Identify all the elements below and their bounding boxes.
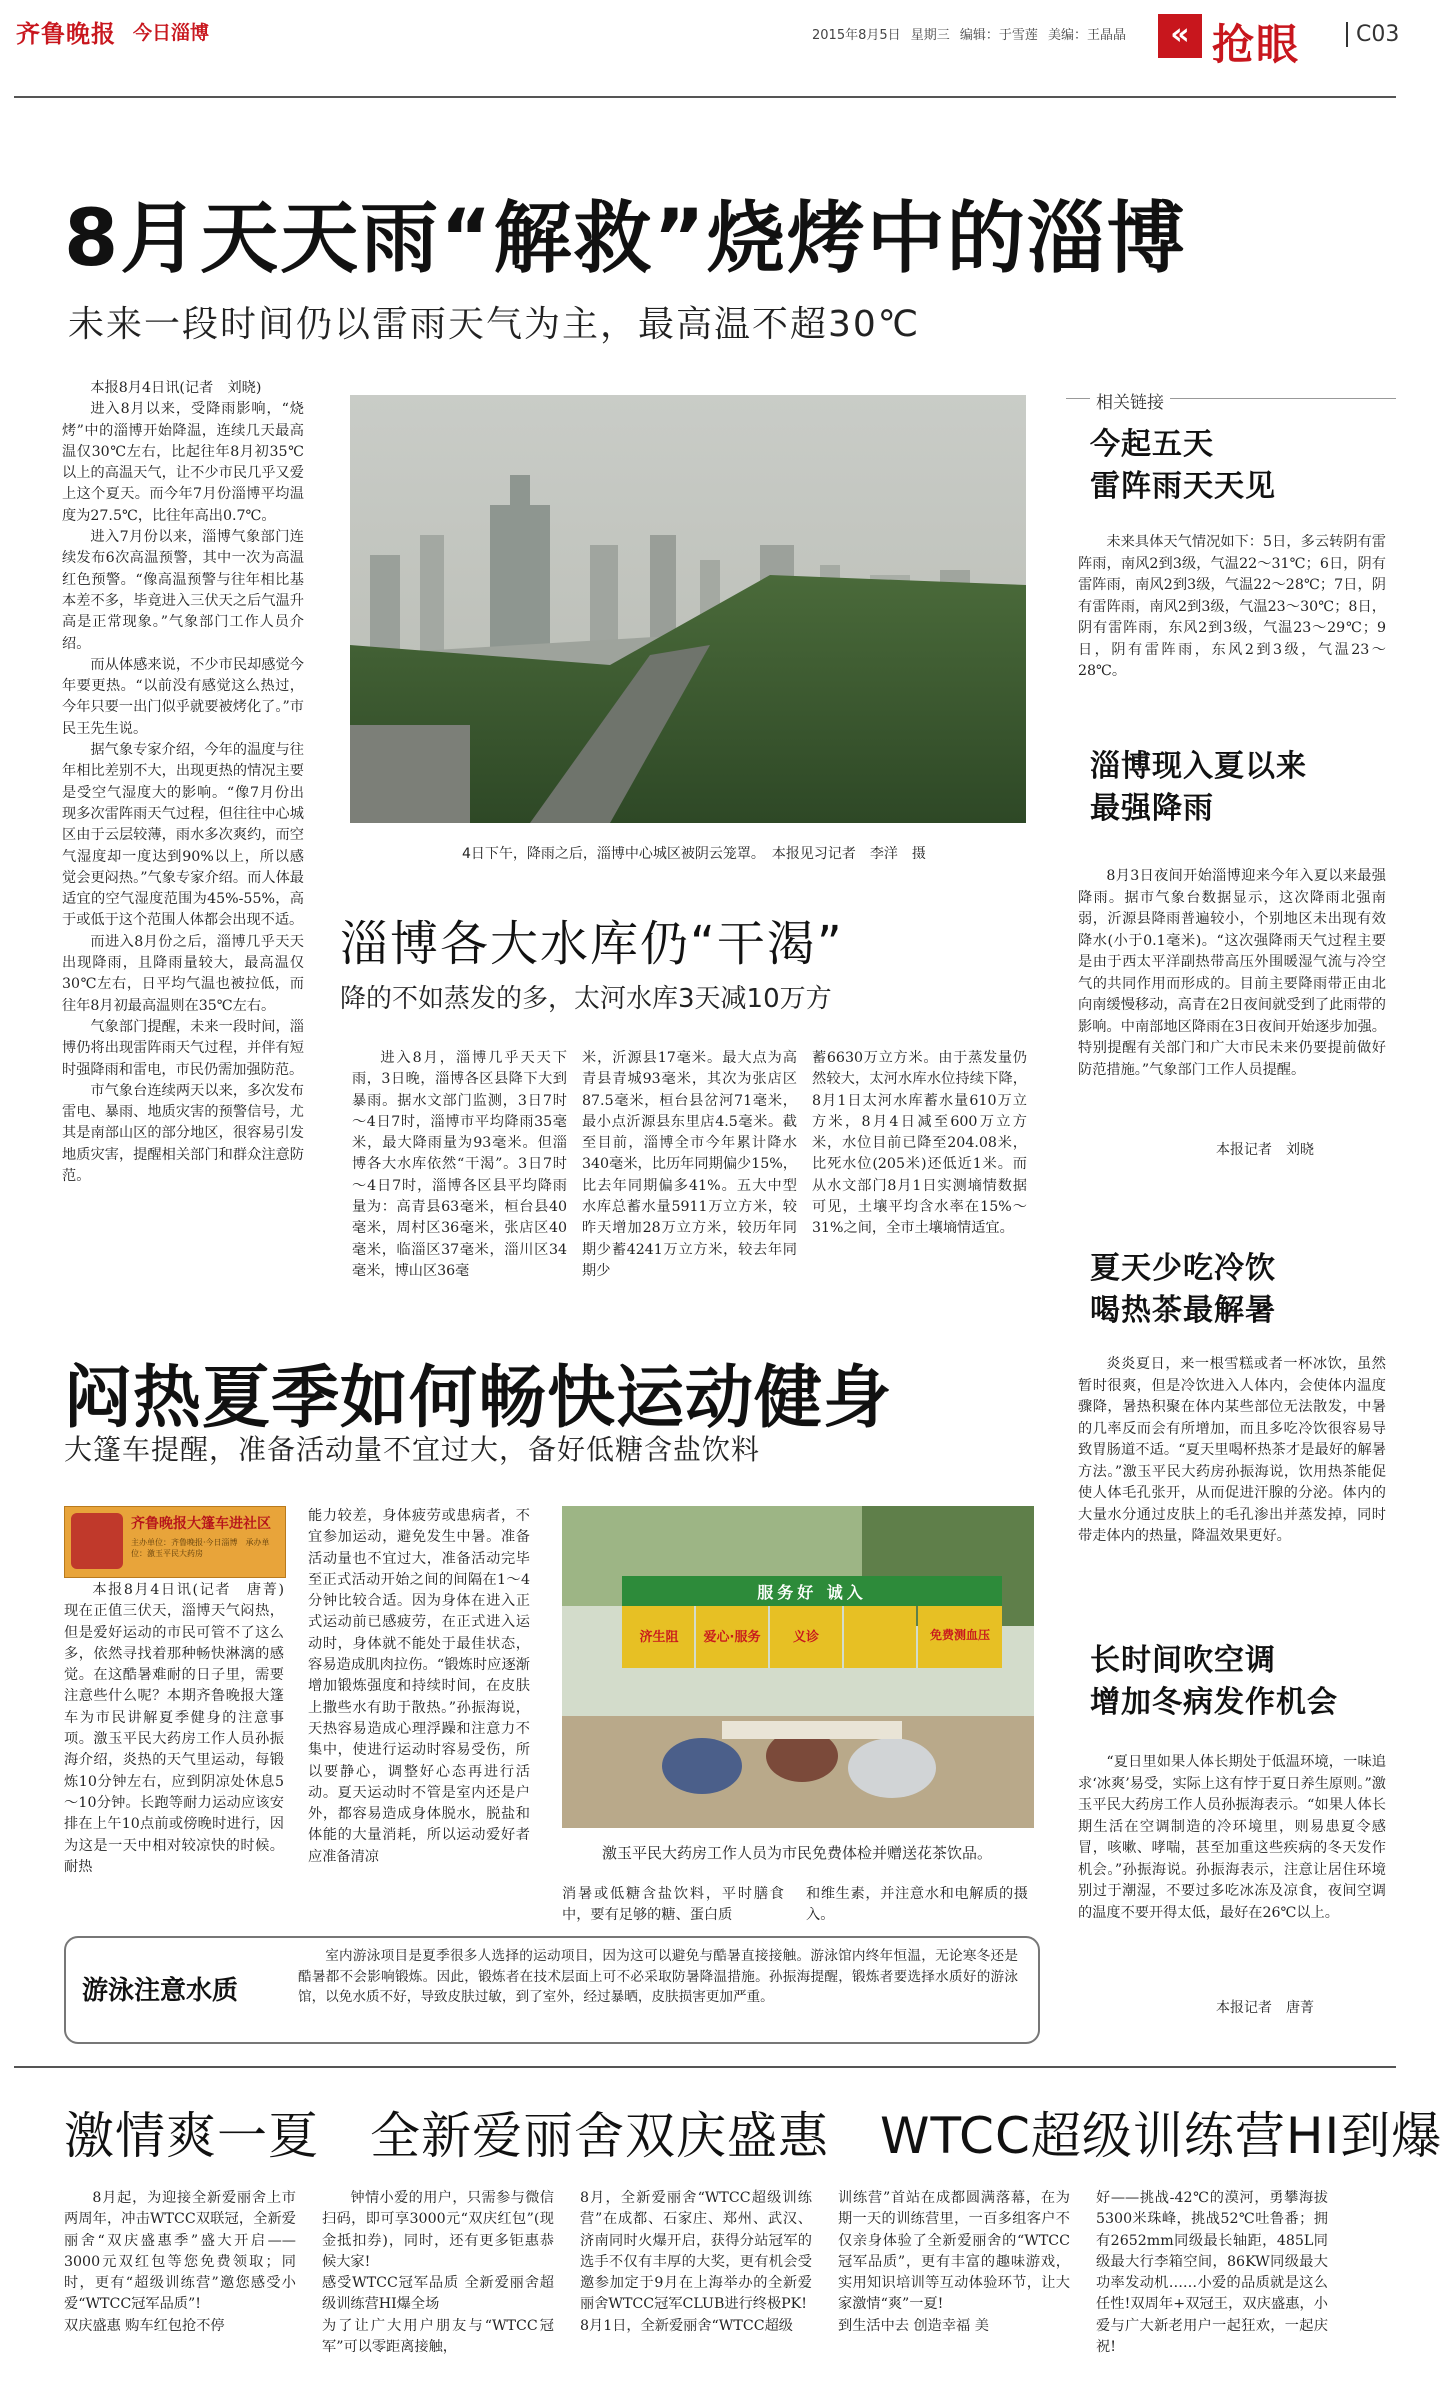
sidebar-text: 炎炎夏日，来一根雪糕或者一杯冰饮，虽然暂时很爽，但是冷饮进入人体内，会使体内温度骤降，暑热积聚在体内某些部位无法散发，中暑的几率反而会有所增加，而且多吃冷饮很容易导致胃肠道不适。“夏天里喝杯热茶才是最好的解暑方法。”激玉平民大药房孙振海说，饮用热茶能促使人体毛孔张开，从而促进汗腺的分泌。体内的大量水分通过皮肤上的毛孔渗出并蒸发掉，同时带走体内的热量，降温效果更好。	[1078, 1356, 1386, 1544]
column-title: 抢眼	[1212, 20, 1301, 69]
lead-paragraph: 据气象专家介绍，今年的温度与往年相比差别不大，出现更热的情况主要是受空气湿度大的影响。“像7月份出现多次雷阵雨天气过程，但往往中心城区由于云层较薄，雨水多次爽约，而空气湿度却一度达到90%以上，所以感觉会更闷热。”气象专家介绍。而人体最适宜的空气湿度范围为45%-55%，高于或低于这个范围人体都会出现不适。	[62, 742, 304, 929]
caravan-logo-box	[64, 1506, 286, 1578]
lead-paragraph: 而从体感来说，不少市民却感觉今年要更热。“以前没有感觉这么热过，今年只要一出门似乎就要被烤化了。”市民王先生说。	[62, 656, 304, 737]
sports-col-3	[562, 1884, 784, 1928]
sidebar-item-title: 长时间吹空调 增加冬病发作机会	[1090, 1643, 1338, 1720]
caravan-van-icon	[71, 1513, 123, 1569]
lead-body	[62, 378, 304, 1343]
ad-top-rule	[14, 2066, 1396, 2068]
lead-paragraph: 市气象台连续两天以来，多次发布雷电、暴雨、地质灾害的预警信号，尤其是南部山区的部分地区，很容易引发地质灾害，提醒相关部门和群众注意防范。	[62, 1082, 304, 1184]
ad-col-3	[580, 2188, 812, 2372]
column-badge-icon: «	[1158, 14, 1202, 58]
sports-text: 本报8月4日讯(记者 唐菁) 现在正值三伏天，淄博天气闷热，但是爱好运动的市民可管不了这么多，依然寻找着那种畅快淋漓的感觉。在这酷暑难耐的日子里，需要注意些什么呢？本期齐鲁晚报大篷车为市民讲解夏季健身的注意事项。激玉平民大药房工作人员孙振海介绍，炎热的天气里运动，每锻炼10分钟左右，应到阴凉处休息5～10分钟。长跑等耐力运动应该安排在上午10点前或傍晚时进行，因为这是一天中相对较凉快的时候。耐热	[64, 1582, 299, 1875]
swim-body	[298, 1946, 1018, 2008]
page-number: C03	[1346, 22, 1399, 47]
reservoir-text: 进入8月，淄博几乎天天下雨，3日晚，淄博各区县降下大到暴雨。据水文部门监测，3日7时～4日7时，淄博市平均降雨35毫米，最大降雨量为93毫米。但淄博各大水库依然“干渴”。3日7时～4日7时，淄博各区县平均降雨量为：高青县63毫米，桓台县40毫米，周村区36毫米，张店区40毫米，临淄区37毫米，淄川区34毫米，博山区36毫	[352, 1050, 567, 1279]
tent-sign: 爱心·服务	[703, 1630, 761, 1645]
sports-text: 和维生素，并注意水和电解质的摄入。	[806, 1886, 1028, 1924]
lead-paragraph: 进入7月份以来，淄博气象部门连续发布6次高温预警，其中一次为高温红色预警。“像高温预警与往年相比基本差不多，毕竟进入三伏天之后气温升高是正常现象。”气象部门工作人员介绍。	[62, 529, 304, 652]
sidebar-text: 未来具体天气情况如下：5日，多云转阴有雷阵雨，南风2到3级，气温22～31℃；6日，阴有雷阵雨，南风2到3级，气温22～28℃；7日，阴有雷阵雨，南风2到3级，气温23～30℃；8日，阴有雷阵雨，东风2到3级，气温23～29℃；9日，阴有雷阵雨，东风2到3级，气温23～28℃。	[1078, 534, 1386, 679]
related-label: 相关链接	[1090, 388, 1170, 413]
tent-sign: 义诊	[792, 1630, 819, 1645]
sidebar-item-body	[1078, 532, 1386, 683]
lead-paragraph: 气象部门提醒，未来一段时间，淄博仍将出现雷阵雨天气过程，并伴有短时强降雨和雷电，市民仍需加强防范。	[62, 1018, 304, 1078]
reservoir-col-1	[352, 1048, 567, 1346]
ad-text: 8月起，为迎接全新爱丽舍上市两周年，冲击WTCC双联冠，全新爱丽舍“双庆盛惠季”盛大开启——3000元双红包等您免费领取；同时，更有“超级训练营”邀您感受小爱“WTCC冠军品质”! 双庆盛惠 购车红包抢不停	[64, 2190, 296, 2334]
ad-text: 钟情小爱的用户，只需参与微信扫码，即可享3000元“双庆红包”(现金抵扣券)，同时，还有更多钜惠恭候大家! 感受WTCC冠军品质 全新爱丽舍超级训练营HI爆全场 为了让广大用户朋友与“WTCC冠军”可以零距离接触，	[322, 2190, 554, 2356]
sidebar-byline: 本报记者 唐菁	[1216, 2000, 1314, 2016]
ad-col-2	[322, 2188, 554, 2372]
ad-col-5	[1096, 2188, 1328, 2372]
sports-subhead: 大篷车提醒，准备活动量不宜过大，备好低糖含盐饮料	[64, 1433, 761, 1466]
ad-text: 好——挑战-42℃的漠河，勇攀海拔5300米珠峰，挑战52℃吐鲁番；拥有2652mm同级最长轴距，485L同级最大行李箱空间，86KW同级最大功率发动机……小爱的品质就是这么任性!双周年+双冠王，双庆盛惠，小爱与广大新老用户一起狂欢，一起庆祝!	[1096, 2190, 1328, 2356]
sidebar-byline: 本报记者 刘晓	[1216, 1142, 1314, 1158]
sidebar-item-body	[1078, 1752, 1386, 2004]
event-illustration	[562, 1506, 1034, 1828]
swim-text: 室内游泳项目是夏季很多人选择的运动项目，因为这可以避免与酷暑直接接触。游泳馆内终年恒温，无论寒冬还是酷暑都不会影响锻炼。因此，锻炼者在技术层面上可不必采取防暑降温措施。孙振海提醒，锻炼者要选择水质好的游泳馆，以免水质不好，导致皮肤过敏，到了室外，经过暴晒，皮肤损害更加严重。	[298, 1948, 1018, 2005]
lead-subhead: 未来一段时间仍以雷雨天气为主，最高温不超30℃	[68, 304, 921, 345]
reservoir-col-2	[582, 1048, 797, 1346]
section-name: 今日淄博	[133, 22, 210, 44]
lead-headline: 8月天天雨“解救”烧烤中的淄博	[64, 194, 1187, 284]
sports-col-4	[806, 1884, 1028, 1928]
newspaper-logo: 齐鲁晚报	[16, 19, 116, 48]
reservoir-col-3	[812, 1048, 1027, 1346]
ad-col-1	[64, 2188, 296, 2372]
caravan-logo-title: 齐鲁晚报大篷车进社区	[131, 1516, 271, 1532]
tent-sign: 济生阻	[639, 1630, 679, 1645]
sidebar-text: 8月3日夜间开始淄博迎来今年入夏以来最强降雨。据市气象台数据显示，这次降雨北强南弱，沂源县降雨普遍较小，个别地区未出现有效降水(小于0.1毫米)。“这次强降雨天气过程主要是由于西太平洋副热带高压外围暖湿气流与冷空气的共同作用而形成的。目前主要降雨带正由北向南缓慢移动，高青在2日夜间就受到了此雨带的影响。中南部地区降雨在3日夜间开始逐步加强。特别提醒有关部门和广大市民未来仍要提前做好防范措施。”气象部门工作人员提醒。	[1078, 868, 1386, 1078]
tent-banner: 服务好 诚入	[757, 1583, 867, 1602]
sidebar-item-title: 夏天少吃冷饮 喝热茶最解暑	[1090, 1251, 1276, 1328]
sports-text: 消暑或低糖含盐饮料，平时膳食中，要有足够的糖、蛋白质	[562, 1886, 784, 1924]
lead-paragraph: 进入8月以来，受降雨影响，“烧烤”中的淄博开始降温，连续几天最高温仅30℃左右，比起往年8月初35℃以上的高温天气，让不少市民几乎又爱上这个夏天。而今年7月份淄博平均温度为27.5℃，比往年高出0.7℃。	[62, 401, 304, 524]
ad-col-4	[838, 2188, 1070, 2372]
sports-headline: 闷热夏季如何畅快运动健身	[64, 1359, 893, 1438]
sports-text: 能力较差，身体疲劳或患病者，不宜参加运动，避免发生中暑。准备活动量也不宜过大，准备活动完毕至正式活动开始之间的间隔在1～4分钟比较合适。因为身体在进入正式运动前已感疲劳，在正式进入运动时，身体就不能处于最佳状态，容易造成肌肉拉伤。“锻炼时应逐渐增加锻炼强度和持续时间，在皮肤上撒些水有助于散热。”孙振海说，天热容易造成心理浮躁和注意力不集中，使进行运动时容易受伤，所以要静心，调整好心态再进行活动。夏天运动时不管是室内还是户外，都容易造成身体脱水，脱盐和体能的大量消耗，所以运动爱好者应准备清凉	[308, 1508, 530, 1865]
reservoir-text: 蓄6630万立方米。由于蒸发量仍然较大，太河水库水位持续下降，8月1日太河水库蓄水量610万立方米，8月4日减至600万立方米，水位目前已降至204.08米，比死水位(205米)还低近1米。而从水文部门8月1日实测墒情数据可见，土壤平均含水率在15%～31%之间，全市土壤墒情适宜。	[812, 1050, 1027, 1237]
ad-headline: 激情爽一夏 全新爱丽舍双庆盛惠 WTCC超级训练营HI到爆	[64, 2107, 1442, 2165]
sidebar-item-title: 淄博现入夏以来 最强降雨	[1090, 749, 1307, 826]
date-editor-line: 2015年8月5日 星期三 编辑：于雪莲 美编：王晶晶	[812, 28, 1127, 43]
caravan-logo-sub: 主办单位：齐鲁晚报·今日淄博 承办单位：激玉平民大药房	[131, 1538, 270, 1558]
swim-title: 游泳注意水质	[82, 1976, 239, 2006]
sidebar-item-body	[1078, 866, 1386, 1222]
header-rule	[14, 96, 1396, 98]
lead-paragraph: 本报8月4日讯(记者 刘晓)	[90, 380, 262, 396]
reservoir-subhead: 降的不如蒸发的多，太河水库3天减10万方	[340, 984, 832, 1014]
event-photo-caption: 激玉平民大药房工作人员为市民免费体检并赠送花茶饮品。	[602, 1844, 993, 1862]
photo-caption: 4日下午，降雨之后，淄博中心城区被阴云笼罩。 本报见习记者 李洋 摄	[462, 846, 926, 862]
health-event-photo	[562, 1506, 1034, 1828]
sidebar-item-title: 今起五天 雷阵雨天天见	[1090, 427, 1276, 504]
sports-col-2	[308, 1506, 530, 1926]
tent-sign: 免费测血压	[929, 1628, 990, 1642]
lead-paragraph: 而进入8月份之后，淄博几乎天天出现降雨，且降雨量较大，最高温仅30℃左右，日平均气温也被拉低，而往年8月初最高温则在35℃左右。	[62, 933, 304, 1014]
city-skyline-photo	[350, 395, 1026, 823]
ad-text: 8月，全新爱丽舍“WTCC超级训练营”在成都、石家庄、郑州、武汉、济南同时火爆开启，获得分站冠军的选手不仅有丰厚的大奖，更有机会受邀参加定于9月在上海举办的全新爱丽舍WTCC冠军CLUB进行终极PK! 8月1日，全新爱丽舍“WTCC超级	[580, 2190, 812, 2334]
sports-col-1	[64, 1580, 299, 1925]
sidebar-item-body	[1078, 1354, 1386, 1622]
skyline-illustration	[350, 395, 1026, 823]
sidebar-text: “夏日里如果人体长期处于低温环境，一味追求‘冰爽’易受，实际上这有悖于夏日养生原则。”激玉平民大药房工作人员孙振海表示。“如果人体长期生活在空调制造的冷环境里，则易患夏令感冒，咳嗽、哮喘，甚至加重这些疾病的冬天发作机会。”孙振海说。孙振海表示，注意让居住环境别过于潮湿，不要过多吃冰冻及凉食，夜间空调的温度不要开得太低，最好在26℃以上。	[1078, 1754, 1386, 1921]
ad-text: 训练营”首站在成都圆满落幕，在为期一天的训练营里，一百多组客户不仅亲身体验了全新爱丽舍的“WTCC冠军品质”，更有丰富的趣味游戏，实用知识培训等互动体验环节，让大家激情“爽”一夏! 到生活中去 创造幸福 美	[838, 2190, 1070, 2334]
reservoir-text: 米，沂源县17毫米。最大点为高青县青城93毫米，其次为张店区87.5毫米，桓台县岔河71毫米，最小点沂源县东里店4.5毫米。截至目前，淄博全市今年累计降水340毫米，比历年同期偏少15%，比去年同期偏多41%。五大中型水库总蓄水量5911万立方米，较昨天增加28万立方米，较历年同期少蓄4241万立方米，较去年同期少	[582, 1050, 797, 1279]
reservoir-headline: 淄博各大水库仍“干渴”	[340, 916, 844, 972]
